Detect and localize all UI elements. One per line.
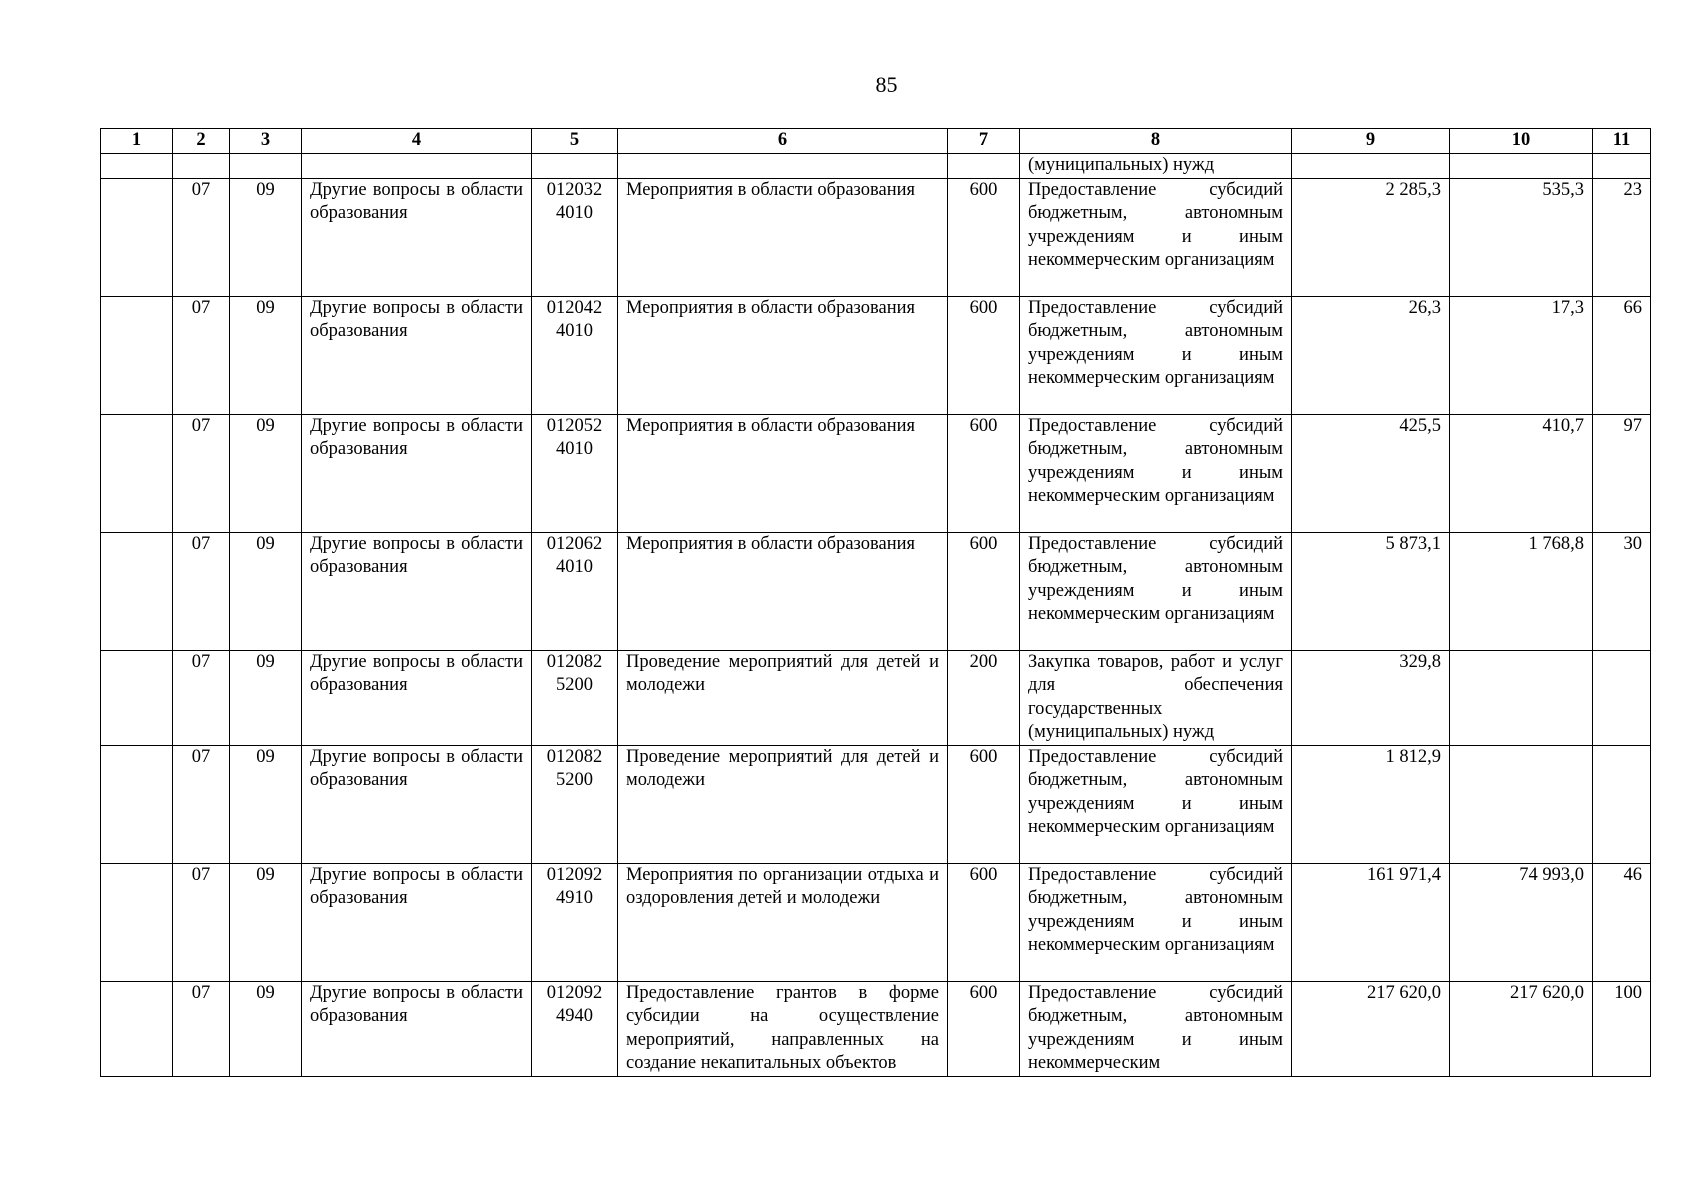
target-article-part: 4010 [556,557,593,577]
table-row [101,745,1651,863]
target-article-part: 012092 [546,982,603,1003]
subsection-name-cell: Другие вопросы в области образования [302,863,532,981]
amount-cell: 217 620,0 [1450,981,1593,1076]
target-article-cell [532,863,618,981]
subsection-cell: 09 [230,863,302,981]
target-article-cell [532,296,618,414]
amount-cell: 74 993,0 [1450,863,1593,981]
expense-code-cell: 600 [948,178,1020,296]
target-article-part: 4010 [556,439,593,459]
target-article-part: 012082 [546,651,603,672]
activity-name-cell: Проведение мероприятий для детей и молодежи [618,650,948,745]
target-article-part: 012042 [546,297,603,318]
table-row [101,532,1651,650]
target-article-cell [532,650,618,745]
percent-cell: 100 [1593,981,1651,1076]
table-row [101,863,1651,981]
section-cell: 07 [173,863,230,981]
amount-cell [1450,745,1593,863]
expense-code-cell: 600 [948,532,1020,650]
column-header: 6 [618,129,948,154]
target-article-part: 4940 [556,1006,593,1026]
subsection-cell: 09 [230,532,302,650]
subsection-cell: 09 [230,296,302,414]
amount-cell: 1 812,9 [1292,745,1450,863]
subsection-cell: 09 [230,178,302,296]
table-row [101,414,1651,532]
expense-code-cell: 600 [948,981,1020,1076]
subsection-name-cell: Другие вопросы в области образования [302,178,532,296]
amount-cell: 2 285,3 [1292,178,1450,296]
activity-name-cell: Мероприятия по организации отдыха и оздоровления детей и молодежи [618,863,948,981]
expense-type-cell: Предоставление субсидий бюджетным, автономным учреждениям и иным некоммерческим организациям [1020,745,1292,863]
percent-cell [1593,745,1651,863]
column-header: 11 [1593,129,1651,154]
section-cell: 07 [173,178,230,296]
target-article-part: 4910 [556,888,593,908]
continuation-row [101,154,1651,179]
table-row [101,981,1651,1076]
percent-cell: 46 [1593,863,1651,981]
expense-code-cell: 600 [948,414,1020,532]
subsection-name-cell: Другие вопросы в области образования [302,981,532,1076]
column-header: 1 [101,129,173,154]
page-number: 85 [875,72,898,97]
activity-name-cell: Мероприятия в области образования [618,296,948,414]
expense-code-cell: 600 [948,863,1020,981]
column-header: 7 [948,129,1020,154]
expense-type-cell: Предоставление субсидий бюджетным, автономным учреждениям и иным некоммерческим организациям [1020,414,1292,532]
column-header: 8 [1020,129,1292,154]
section-cell: 07 [173,650,230,745]
percent-cell [1593,650,1651,745]
expense-type-cell: Предоставление субсидий бюджетным, автономным учреждениям и иным некоммерческим организациям [1020,863,1292,981]
column-header: 5 [532,129,618,154]
column-header: 4 [302,129,532,154]
column-header: 2 [173,129,230,154]
table-row [101,178,1651,296]
amount-cell: 425,5 [1292,414,1450,532]
target-article-part: 5200 [556,770,593,790]
column-header: 10 [1450,129,1593,154]
subsection-name-cell: Другие вопросы в области образования [302,650,532,745]
percent-cell: 97 [1593,414,1651,532]
column-header: 3 [230,129,302,154]
subsection-cell: 09 [230,650,302,745]
section-cell: 07 [173,414,230,532]
header-row [101,129,1651,154]
target-article-part: 4010 [556,203,593,223]
target-article-part: 012082 [546,746,603,767]
amount-cell: 535,3 [1450,178,1593,296]
percent-cell: 23 [1593,178,1651,296]
activity-name-cell: Проведение мероприятий для детей и молодежи [618,745,948,863]
expense-type-cell: Предоставление субсидий бюджетным, автономным учреждениям и иным некоммерческим организациям [1020,178,1292,296]
percent-cell: 30 [1593,532,1651,650]
amount-cell: 1 768,8 [1450,532,1593,650]
section-cell: 07 [173,745,230,863]
expense-code-cell: 600 [948,296,1020,414]
target-article-cell [532,981,618,1076]
column-header: 9 [1292,129,1450,154]
subsection-cell: 09 [230,981,302,1076]
section-cell: 07 [173,296,230,414]
amount-cell: 5 873,1 [1292,532,1450,650]
target-article-part: 012032 [546,179,603,200]
activity-name-cell: Предоставление грантов в форме субсидии на осуществление мероприятий, направленных на создание некапитальных объектов [618,981,948,1076]
budget-table [100,128,1651,1077]
expense-type-cell: (муниципальных) нужд [1020,154,1292,179]
amount-cell [1450,650,1593,745]
table-row [101,650,1651,745]
expense-type-cell: Предоставление субсидий бюджетным, автономным учреждениям и иным некоммерческим [1020,981,1292,1076]
amount-cell: 26,3 [1292,296,1450,414]
target-article-part: 012062 [546,533,603,554]
target-article-cell [532,414,618,532]
expense-code-cell: 600 [948,745,1020,863]
expense-type-cell: Закупка товаров, работ и услуг для обеспечения государственных (муниципальных) нужд [1020,650,1292,745]
amount-cell: 17,3 [1450,296,1593,414]
subsection-name-cell: Другие вопросы в области образования [302,296,532,414]
subsection-name-cell: Другие вопросы в области образования [302,532,532,650]
activity-name-cell: Мероприятия в области образования [618,178,948,296]
target-article-part: 5200 [556,675,593,695]
amount-cell: 217 620,0 [1292,981,1450,1076]
table-row [101,296,1651,414]
subsection-name-cell: Другие вопросы в области образования [302,414,532,532]
target-article-part: 012092 [546,864,603,885]
section-cell: 07 [173,981,230,1076]
expense-type-cell: Предоставление субсидий бюджетным, автономным учреждениям и иным некоммерческим организациям [1020,296,1292,414]
subsection-cell: 09 [230,414,302,532]
activity-name-cell: Мероприятия в области образования [618,414,948,532]
activity-name-cell: Мероприятия в области образования [618,532,948,650]
subsection-cell: 09 [230,745,302,863]
target-article-cell [532,532,618,650]
percent-cell: 66 [1593,296,1651,414]
subsection-name-cell: Другие вопросы в области образования [302,745,532,863]
amount-cell: 161 971,4 [1292,863,1450,981]
target-article-cell [532,178,618,296]
target-article-cell [532,745,618,863]
amount-cell: 410,7 [1450,414,1593,532]
expense-type-cell: Предоставление субсидий бюджетным, автономным учреждениям и иным некоммерческим организациям [1020,532,1292,650]
target-article-part: 012052 [546,415,603,436]
target-article-part: 4010 [556,321,593,341]
section-cell: 07 [173,532,230,650]
expense-code-cell: 200 [948,650,1020,745]
amount-cell: 329,8 [1292,650,1450,745]
